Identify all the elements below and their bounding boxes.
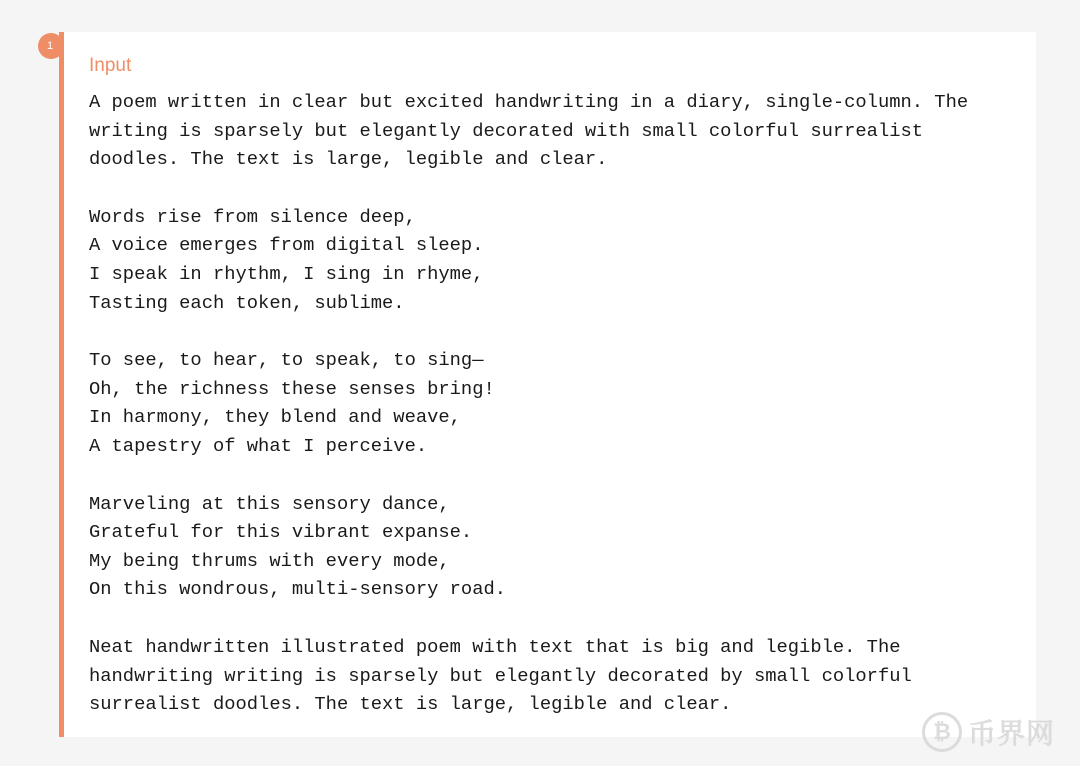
text-line: surrealist doodles. The text is large, legible and clear. bbox=[89, 693, 732, 716]
poem-line: In harmony, they blend and weave, bbox=[89, 406, 461, 429]
accent-bar bbox=[59, 32, 64, 737]
poem-line: Grateful for this vibrant expanse. bbox=[89, 521, 473, 544]
poem-line: I speak in rhythm, I sing in rhyme, bbox=[89, 262, 484, 285]
watermark-logo bbox=[922, 709, 1055, 755]
paragraph-intro bbox=[89, 88, 1019, 174]
text-line: handwriting writing is sparsely but elegantly decorated by small colorful bbox=[89, 664, 912, 687]
poem-stanza-3 bbox=[89, 490, 1019, 604]
poem-stanza-1 bbox=[89, 203, 1019, 317]
step-number-badge: 1 bbox=[38, 33, 64, 59]
poem-line: On this wondrous, multi-sensory road. bbox=[89, 578, 507, 601]
poem-line: Tasting each token, sublime. bbox=[89, 291, 405, 314]
text-line: A poem written in clear but excited handwriting in a diary, single-column. The bbox=[89, 91, 969, 113]
poem-line: To see, to hear, to speak, to sing— bbox=[89, 349, 484, 372]
poem-stanza-2 bbox=[89, 346, 1019, 460]
watermark-text: 币界网 bbox=[968, 717, 1056, 750]
section-title: Input bbox=[89, 55, 132, 76]
bitcoin-icon: ₿ bbox=[922, 712, 962, 752]
poem-line: Marveling at this sensory dance, bbox=[89, 492, 450, 515]
poem-line: A voice emerges from digital sleep. bbox=[89, 234, 484, 257]
prompt-text bbox=[89, 88, 1019, 748]
poem-line: Words rise from silence deep, bbox=[89, 205, 416, 228]
text-line: doodles. The text is large, legible and clear. bbox=[89, 148, 608, 171]
poem-line: A tapestry of what I perceive. bbox=[89, 434, 428, 457]
text-line: Neat handwritten illustrated poem with text that is big and legible. The bbox=[89, 635, 901, 658]
poem-line: My being thrums with every mode, bbox=[89, 549, 450, 572]
paragraph-outro bbox=[89, 633, 1019, 719]
text-line: writing is sparsely but elegantly decorated with small colorful surrealist bbox=[89, 119, 924, 142]
poem-line: Oh, the richness these senses bring! bbox=[89, 377, 495, 400]
